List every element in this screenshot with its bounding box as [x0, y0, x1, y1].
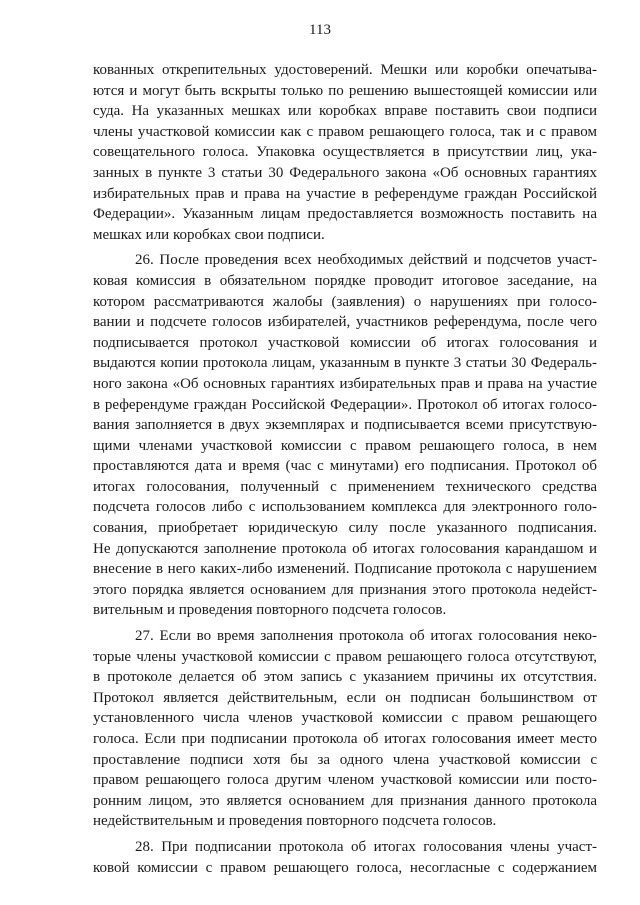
text-line: подсчета голосов либо с использованием комплекса для электронного голо- — [93, 499, 597, 516]
text-line: недействительным и проведения повторного подсчета голосов. — [93, 813, 497, 830]
text-line: 26. После проведения всех необходимых действий и подсчетов участ- — [135, 252, 597, 269]
text-line: 27. Если во время заполнения протокола об итогах голосования неко- — [135, 628, 597, 645]
text-line: торые члены участковой комиссии с правом решающего голоса отсутствуют, — [93, 648, 597, 665]
text-line: ронним лицом, это является основанием для признания данного протокола — [93, 792, 597, 809]
text-line: этого порядка является основанием для признания этого протокола недейст- — [93, 581, 597, 598]
text-line: внесение в него каких-либо изменений. Подписание протокола с нарушением — [93, 561, 597, 578]
text-line: в протоколе делается об этом запись с указанием причины их отсутствия. — [93, 669, 597, 686]
text-line: избирательных прав и права на участие в референдуме граждан Российской — [93, 185, 597, 202]
text-line: Протокол является действительным, если он подписан большинством от — [93, 689, 597, 706]
text-line: ковой комиссии с правом решающего голоса, несогласные с содержанием — [93, 859, 597, 876]
paragraph — [93, 626, 597, 832]
document-body — [93, 60, 597, 878]
text-line: в референдуме граждан Российской Федерации». Протокол об итогах голосо- — [93, 396, 597, 413]
text-line: подписывается протокол участковой комиссии об итогах голосования и — [93, 334, 597, 351]
text-line: совещательного голоса. Упаковка осуществляется в присутствии лиц, ука- — [93, 144, 597, 161]
text-line: 28. При подписании протокола об итогах голосования члены участ- — [135, 838, 597, 855]
text-line: занных в пункте 3 статьи 30 Федерального закона «Об основных гарантиях — [93, 164, 597, 181]
text-line: щими членами участковой комиссии с правом решающего голоса, в нем — [93, 437, 597, 454]
text-line: итогах голосования, полученный с применением технического средства — [93, 478, 597, 495]
text-line: ного закона «Об основных гарантиях избирательных прав и права на участие — [93, 375, 597, 392]
text-line: ковая комиссия в обязательном порядке проводит итоговое заседание, на — [93, 272, 597, 289]
text-line: кованных открепительных удостоверений. Мешки или коробки опечатыва- — [93, 62, 597, 78]
text-line: мешках или коробках свои подписи. — [93, 226, 325, 243]
text-line: голоса. Если при подписании протокола об итогах голосования имеет место — [93, 731, 597, 747]
text-line: проставляются дата и время (час с минутами) его подписания. Протокол об — [93, 458, 597, 475]
text-line: вания заполняется в двух экземплярах и подписывается всеми присутствую- — [93, 417, 597, 434]
text-line: сования, приобретает юридическую силу после указанного подписания. — [93, 520, 597, 537]
text-line: члены участковой комиссии как с правом решающего голоса, так и с правом — [93, 123, 597, 140]
page-number: 113 — [309, 22, 331, 38]
paragraph — [93, 250, 597, 621]
text-line: выдаются копии протокола лицам, указанным в пункте 3 статьи 30 Федераль- — [93, 355, 597, 372]
text-line: вании и подсчете голосов избирателей, участников референдума, после чего — [93, 314, 597, 331]
text-line: установленного числа членов участковой комиссии с правом решающего — [93, 710, 597, 727]
paragraph — [93, 837, 597, 878]
text-line: котором рассматриваются жалобы (заявления) о нарушениях при голосо- — [93, 293, 597, 310]
text-line: Не допускаются заполнение протокола об итогах голосования карандашом и — [93, 540, 597, 557]
text-line: Федерации». Указанным лицам предоставляется возможность поставить на — [93, 206, 597, 223]
text-line: ются и могут быть вскрыты только по решению вышестоящей комиссии или — [93, 82, 597, 99]
text-line: суда. На указанных мешках или коробках вправе поставить свои подписи — [93, 103, 597, 120]
text-line: вительным и проведения повторного подсчета голосов. — [93, 602, 447, 619]
text-line: правом решающего голоса другим членом участковой комиссии или посто- — [93, 772, 597, 789]
paragraph — [93, 60, 597, 245]
text-line: проставление подписи хотя бы за одного члена участковой комиссии с — [93, 751, 597, 768]
